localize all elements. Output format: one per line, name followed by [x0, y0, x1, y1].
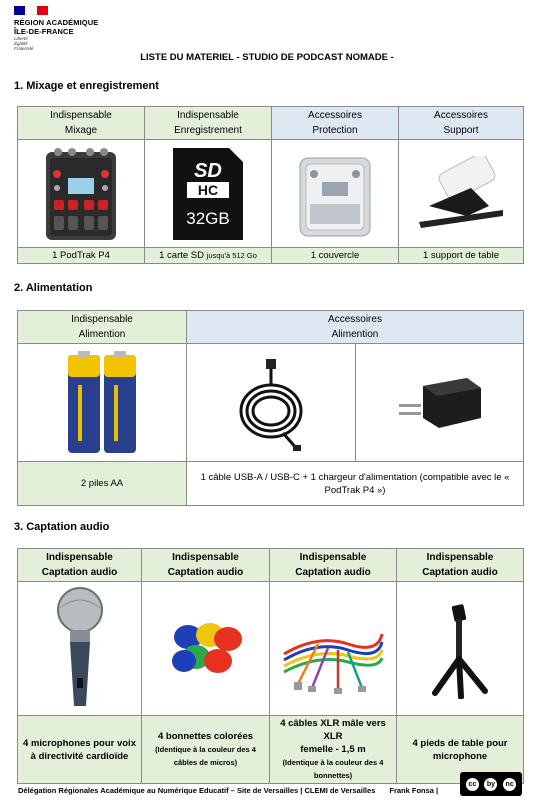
section-1-table [17, 106, 524, 264]
header-alimentation-accessoires: Accessoires Alimention [187, 311, 524, 344]
logo-line1: RÉGION ACADÉMIQUE [14, 18, 99, 27]
cc-icon: cc [464, 776, 481, 793]
sd-card-caption: 1 carte SD jusqu'à 512 Go [145, 248, 272, 264]
stand-caption: 1 support de table [399, 248, 524, 264]
logo-line2: ÎLE-DE-FRANCE [14, 27, 74, 36]
tripod-caption: 4 pieds de table pour microphone [397, 716, 524, 784]
region-logo [14, 6, 124, 51]
section-1-heading: 1. Mixage et enregistrement [14, 80, 159, 92]
sd-card-icon [169, 144, 247, 244]
stand-cell [399, 140, 524, 248]
windscreens-icon [166, 617, 246, 681]
aa-batteries-icon [64, 349, 140, 457]
header-captation-4: Indispensable Captation audio [397, 549, 524, 582]
sdhc-text: HC [197, 181, 219, 198]
header-captation-3: Indispensable Captation audio [270, 549, 397, 582]
tripod-cell [397, 582, 524, 716]
cc-license-badge[interactable] [460, 772, 522, 796]
section-2-heading: 2. Alimentation [14, 282, 93, 294]
cover-caption: 1 couvercle [272, 248, 399, 264]
podtrak-cell [18, 140, 145, 248]
sd-card-cell [145, 140, 272, 248]
charger-caption: 1 câble USB-A / USB-C + 1 chargeur d'alimentation (compatible avec le « PodTrak P4 ») [187, 462, 524, 506]
power-charger-icon [395, 368, 485, 438]
header-enregistrement: Indispensable Enregistrement [145, 107, 272, 140]
header-alimentation-indispensable: Indispensable Alimention [18, 311, 187, 344]
logo-motto-3: Fraternité [14, 46, 34, 51]
document-title: LISTE DU MATERIEL - STUDIO DE PODCAST NOMADE - [140, 52, 394, 63]
nc-icon: nc [501, 776, 518, 793]
batteries-caption: 2 piles AA [18, 462, 187, 506]
logo-motto-1: Liberté [14, 36, 28, 41]
sd-capacity-text: 32GB [186, 208, 230, 228]
xlr-caption: 4 câbles XLR mâle vers XLR femelle - 1,5 m (Identique à la couleur des 4 bonnettes) [270, 716, 397, 784]
usb-cable-icon [231, 353, 311, 453]
tripod-stand-icon [425, 599, 495, 699]
microphone-icon [50, 586, 110, 712]
protective-cover-icon [292, 148, 378, 240]
footer [18, 786, 438, 795]
header-captation-1: Indispensable Captation audio [18, 549, 142, 582]
podtrak-caption: 1 PodTrak P4 [18, 248, 145, 264]
header-mixage: Indispensable Mixage [18, 107, 145, 140]
header-captation-2: Indispensable Captation audio [142, 549, 270, 582]
sd-logo-text: SD [194, 159, 222, 182]
logo-motto-2: Égalité [14, 41, 28, 46]
footer-org: Délégation Régionales Académique au Numérique Educatif – Site de Versailles | CLEMI de Versailles [18, 786, 376, 795]
microphone-caption: 4 microphones pour voix à directivité cardioïde [18, 716, 142, 784]
xlr-cables-cell [270, 582, 397, 716]
xlr-cables-icon [278, 604, 388, 694]
microphone-cell [18, 582, 142, 716]
windscreens-cell [142, 582, 270, 716]
table-stand-icon [411, 156, 511, 232]
podtrak-recorder-icon [40, 144, 122, 244]
header-protection: Accessoires Protection [272, 107, 399, 140]
charger-cell [356, 344, 524, 462]
section-3-table [17, 548, 524, 784]
cover-cell [272, 140, 399, 248]
french-flag-icon [14, 6, 48, 15]
footer-author: Frank Fonsa | [389, 786, 439, 795]
section-3-heading: 3. Captation audio [14, 521, 110, 533]
batteries-cell [18, 344, 187, 462]
windscreens-caption: 4 bonnettes colorées (Identique à la couleur des 4 câbles de micros) [142, 716, 270, 784]
by-icon: by [482, 776, 499, 793]
header-support: Accessoires Support [399, 107, 524, 140]
section-2-table [17, 310, 524, 506]
cable-cell [187, 344, 356, 462]
